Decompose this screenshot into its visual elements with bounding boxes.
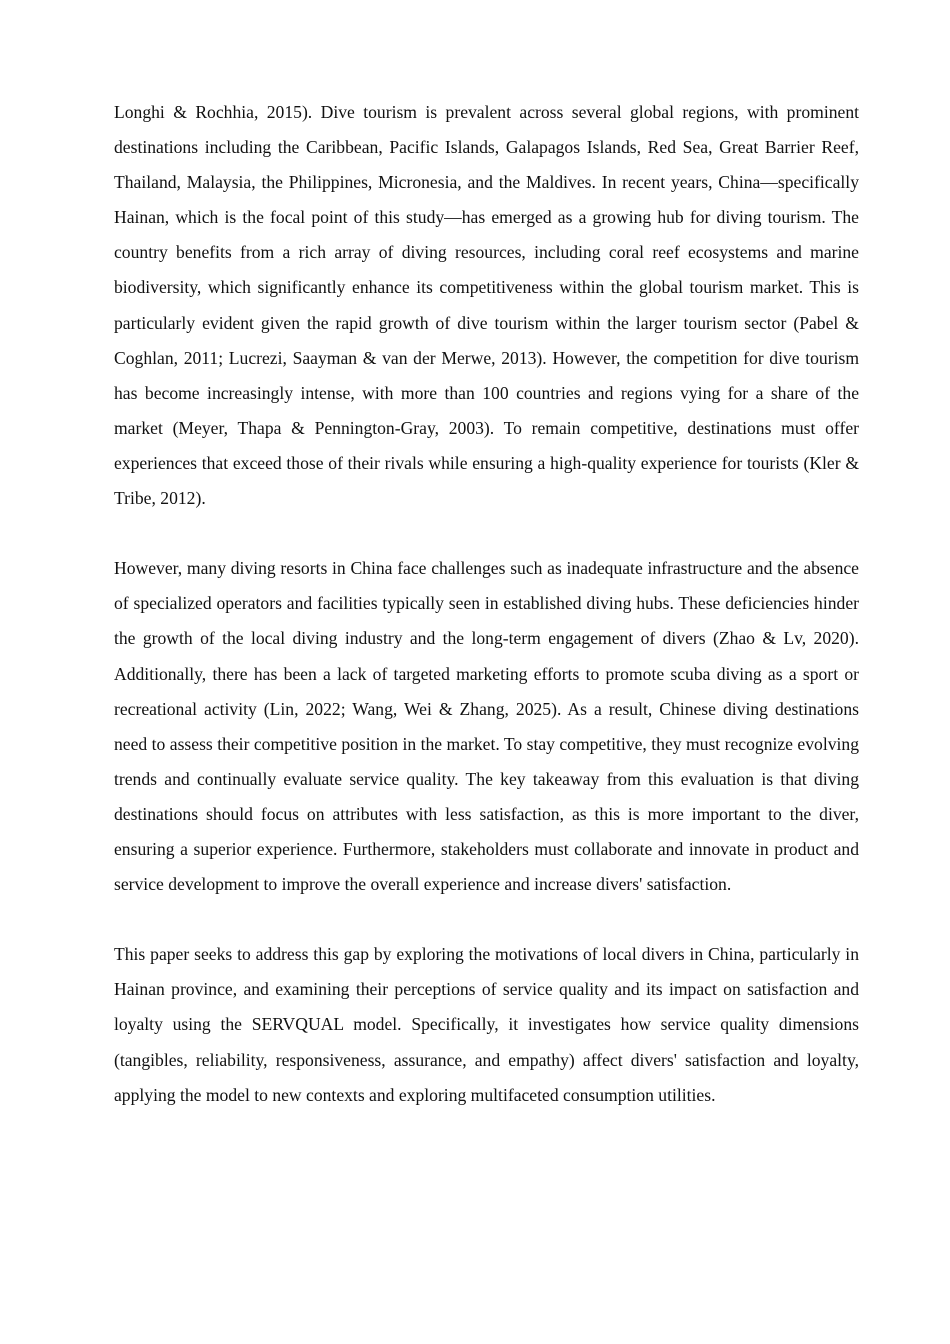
paragraph-china-challenges: However, many diving resorts in China face challenges such as inadequate infrastructure and the absence of specialized operators and facilities typically seen in established diving hubs. These deficiencies hinder the growth of the local diving industry and the long-term engagement of divers (Zhao & Lv, 2020). Additionally, there has been a lack of targeted marketing efforts to promote scuba diving as a sport or recreational activity (Lin, 2022; Wang, Wei & Zhang, 2025). As a result, Chinese diving destinations need to assess their competitive position in the market. To stay competitive, they must recognize evolving trends and continually evaluate service quality. The key takeaway from this evaluation is that diving destinations should focus on attributes with less satisfaction, as this is more important to the diver, ensuring a superior experience. Furthermore, stakeholders must collaborate and innovate in product and service development to improve the overall experience and increase divers' satisfaction. bbox=[114, 558, 859, 895]
document-page bbox=[114, 95, 859, 1148]
paragraph-paper-aims: This paper seeks to address this gap by exploring the motivations of local divers in China, particularly in Hainan province, and examining their perceptions of service quality and its impact on satisfaction and loyalty using the SERVQUAL model. Specifically, it investigates how service quality dimensions (tangibles, reliability, responsiveness, assurance, and empathy) affect divers' satisfaction and loyalty, applying the model to new contexts and exploring multifaceted consumption utilities. bbox=[114, 944, 859, 1105]
paragraph-dive-tourism-context: Longhi & Rochhia, 2015). Dive tourism is prevalent across several global regions, with prominent destinations including the Caribbean, Pacific Islands, Galapagos Islands, Red Sea, Great Barrier Reef, Thailand, Malaysia, the Philippines, Micronesia, and the Maldives. In recent years, China—specifically Hainan, which is the focal point of this study—has emerged as a growing hub for diving tourism. The country benefits from a rich array of diving resources, including coral reef ecosystems and marine biodiversity, which significantly enhance its competitiveness within the global tourism market. This is particularly evident given the rapid growth of dive tourism within the larger tourism sector (Pabel & Coghlan, 2011; Lucrezi, Saayman & van der Merwe, 2013). However, the competition for dive tourism has become increasingly intense, with more than 100 countries and regions vying for a share of the market (Meyer, Thapa & Pennington-Gray, 2003). To remain competitive, destinations must offer experiences that exceed those of their rivals while ensuring a high-quality experience for tourists (Kler & Tribe, 2012). bbox=[114, 102, 859, 509]
